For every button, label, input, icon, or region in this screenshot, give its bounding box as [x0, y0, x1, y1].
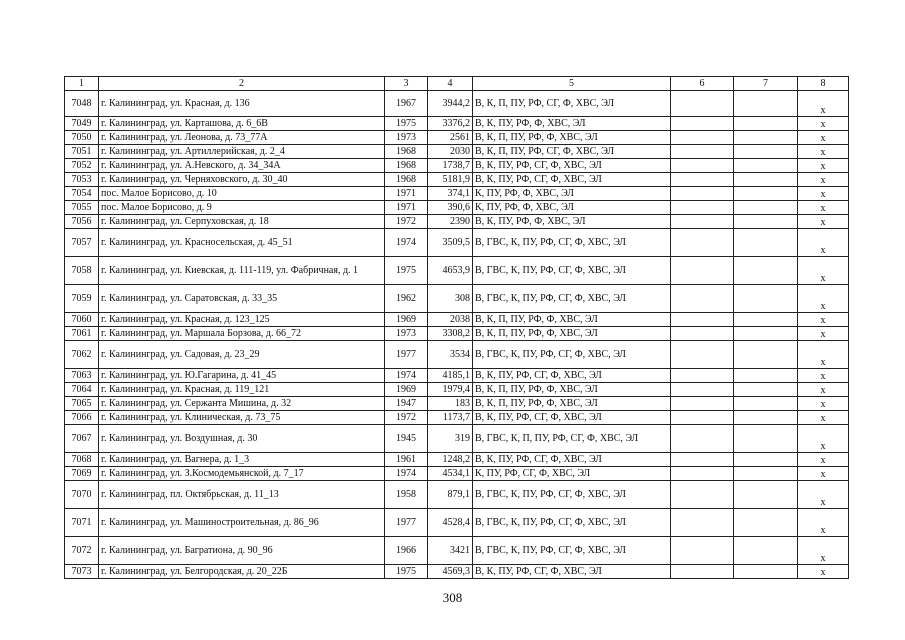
header-col-8: 8 [798, 77, 849, 91]
row-mark: x [798, 453, 849, 467]
table-row [65, 327, 849, 341]
row-number: 7073 [65, 565, 99, 579]
row-col-6 [671, 369, 734, 383]
table-row [65, 173, 849, 187]
row-mark: x [798, 383, 849, 397]
row-col-6 [671, 187, 734, 201]
row-mark: x [798, 537, 849, 565]
row-address: г. Калининград, ул. Вагнера, д. 1_3 [99, 453, 385, 467]
table-row [65, 257, 849, 285]
row-mark: x [798, 481, 849, 509]
row-area: 3944,2 [428, 91, 473, 117]
row-number: 7056 [65, 215, 99, 229]
row-number: 7059 [65, 285, 99, 313]
row-col-7 [734, 91, 798, 117]
row-mark: x [798, 187, 849, 201]
table-row [65, 369, 849, 383]
row-address: г. Калининград, ул. Карташова, д. 6_6В [99, 117, 385, 131]
row-services: В, К, ПУ, РФ, СГ, Ф, ХВС, ЭЛ [473, 453, 671, 467]
row-year: 1973 [385, 131, 428, 145]
row-number: 7070 [65, 481, 99, 509]
row-year: 1975 [385, 565, 428, 579]
row-services: К, ПУ, РФ, Ф, ХВС, ЭЛ [473, 201, 671, 215]
row-area: 4653,9 [428, 257, 473, 285]
row-col-6 [671, 91, 734, 117]
row-col-6 [671, 257, 734, 285]
row-services: В, ГВС, К, ПУ, РФ, СГ, Ф, ХВС, ЭЛ [473, 229, 671, 257]
row-services: В, К, ПУ, РФ, СГ, Ф, ХВС, ЭЛ [473, 411, 671, 425]
row-area: 3376,2 [428, 117, 473, 131]
table-row [65, 565, 849, 579]
row-col-6 [671, 425, 734, 453]
row-area: 2561 [428, 131, 473, 145]
header-col-2: 2 [99, 77, 385, 91]
row-area: 3421 [428, 537, 473, 565]
row-number: 7061 [65, 327, 99, 341]
row-col-6 [671, 537, 734, 565]
row-mark: x [798, 91, 849, 117]
table-row [65, 341, 849, 369]
row-services: В, К, ПУ, РФ, СГ, Ф, ХВС, ЭЛ [473, 159, 671, 173]
row-number: 7065 [65, 397, 99, 411]
row-mark: x [798, 285, 849, 313]
row-services: В, К, ПУ, РФ, СГ, Ф, ХВС, ЭЛ [473, 369, 671, 383]
row-year: 1967 [385, 91, 428, 117]
row-year: 1974 [385, 369, 428, 383]
row-col-6 [671, 173, 734, 187]
row-mark: x [798, 369, 849, 383]
row-address: г. Калининград, ул. Садовая, д. 23_29 [99, 341, 385, 369]
table-row [65, 411, 849, 425]
row-number: 7057 [65, 229, 99, 257]
row-address: г. Калининград, ул. Белгородская, д. 20_22Б [99, 565, 385, 579]
row-col-6 [671, 467, 734, 481]
row-address: г. Калининград, ул. Черняховского, д. 30_40 [99, 173, 385, 187]
row-mark: x [798, 509, 849, 537]
row-services: В, К, П, ПУ, РФ, Ф, ХВС, ЭЛ [473, 383, 671, 397]
row-mark: x [798, 341, 849, 369]
row-year: 1974 [385, 229, 428, 257]
row-address: г. Калининград, ул. Леонова, д. 73_77А [99, 131, 385, 145]
row-col-7 [734, 425, 798, 453]
row-mark: x [798, 131, 849, 145]
row-year: 1969 [385, 313, 428, 327]
row-col-7 [734, 537, 798, 565]
row-col-7 [734, 285, 798, 313]
row-year: 1969 [385, 383, 428, 397]
row-col-6 [671, 201, 734, 215]
table-row [65, 117, 849, 131]
table-row [65, 467, 849, 481]
row-services: В, К, П, ПУ, РФ, Ф, ХВС, ЭЛ [473, 131, 671, 145]
row-area: 4185,1 [428, 369, 473, 383]
header-col-3: 3 [385, 77, 428, 91]
row-address: г. Калининград, ул. Красносельская, д. 45_51 [99, 229, 385, 257]
row-area: 1979,4 [428, 383, 473, 397]
row-col-6 [671, 145, 734, 159]
table-row [65, 425, 849, 453]
row-col-7 [734, 187, 798, 201]
header-row [65, 77, 849, 91]
row-area: 3509,5 [428, 229, 473, 257]
row-col-7 [734, 201, 798, 215]
row-year: 1975 [385, 257, 428, 285]
row-year: 1968 [385, 159, 428, 173]
row-col-6 [671, 117, 734, 131]
row-col-7 [734, 383, 798, 397]
row-mark: x [798, 257, 849, 285]
table-row [65, 481, 849, 509]
row-area: 5181,9 [428, 173, 473, 187]
row-services: В, ГВС, К, ПУ, РФ, СГ, Ф, ХВС, ЭЛ [473, 257, 671, 285]
row-number: 7049 [65, 117, 99, 131]
table-row [65, 91, 849, 117]
row-address: г. Калининград, ул. З.Космодемьянской, д. 7_17 [99, 467, 385, 481]
row-col-7 [734, 397, 798, 411]
row-number: 7054 [65, 187, 99, 201]
row-services: В, ГВС, К, ПУ, РФ, СГ, Ф, ХВС, ЭЛ [473, 285, 671, 313]
row-area: 3308,2 [428, 327, 473, 341]
page-number: 308 [442, 590, 463, 605]
row-mark: x [798, 215, 849, 229]
row-number: 7058 [65, 257, 99, 285]
row-mark: x [798, 159, 849, 173]
row-address: пос. Малое Борисово, д. 9 [99, 201, 385, 215]
row-year: 1975 [385, 117, 428, 131]
row-area: 2038 [428, 313, 473, 327]
row-col-7 [734, 145, 798, 159]
row-year: 1972 [385, 411, 428, 425]
row-year: 1968 [385, 145, 428, 159]
row-address: г. Калининград, ул. Машиностроительная, д. 86_96 [99, 509, 385, 537]
table-row [65, 383, 849, 397]
row-number: 7064 [65, 383, 99, 397]
row-col-6 [671, 411, 734, 425]
row-number: 7053 [65, 173, 99, 187]
row-year: 1973 [385, 327, 428, 341]
row-number: 7068 [65, 453, 99, 467]
row-services: В, К, П, ПУ, РФ, СГ, Ф, ХВС, ЭЛ [473, 91, 671, 117]
row-year: 1974 [385, 467, 428, 481]
row-col-6 [671, 215, 734, 229]
row-year: 1977 [385, 509, 428, 537]
row-area: 1248,2 [428, 453, 473, 467]
header-col-5: 5 [473, 77, 671, 91]
row-mark: x [798, 327, 849, 341]
row-col-7 [734, 411, 798, 425]
row-area: 374,1 [428, 187, 473, 201]
row-year: 1972 [385, 215, 428, 229]
row-area: 4528,4 [428, 509, 473, 537]
row-mark: x [798, 201, 849, 215]
row-services: В, К, ПУ, РФ, СГ, Ф, ХВС, ЭЛ [473, 173, 671, 187]
row-mark: x [798, 117, 849, 131]
row-number: 7062 [65, 341, 99, 369]
row-services: В, ГВС, К, ПУ, РФ, СГ, Ф, ХВС, ЭЛ [473, 481, 671, 509]
row-mark: x [798, 411, 849, 425]
table-row [65, 397, 849, 411]
row-col-7 [734, 341, 798, 369]
row-services: В, ГВС, К, П, ПУ, РФ, СГ, Ф, ХВС, ЭЛ [473, 425, 671, 453]
row-year: 1971 [385, 201, 428, 215]
row-address: г. Калининград, ул. Воздушная, д. 30 [99, 425, 385, 453]
row-col-6 [671, 453, 734, 467]
row-col-7 [734, 257, 798, 285]
row-col-6 [671, 509, 734, 537]
row-number: 7052 [65, 159, 99, 173]
row-col-7 [734, 369, 798, 383]
row-col-7 [734, 131, 798, 145]
row-services: В, К, ПУ, РФ, Ф, ХВС, ЭЛ [473, 215, 671, 229]
row-col-6 [671, 285, 734, 313]
row-col-6 [671, 159, 734, 173]
row-address: г. Калининград, ул. Красная, д. 119_121 [99, 383, 385, 397]
row-number: 7072 [65, 537, 99, 565]
row-col-7 [734, 509, 798, 537]
row-area: 4534,1 [428, 467, 473, 481]
row-area: 308 [428, 285, 473, 313]
header-col-6: 6 [671, 77, 734, 91]
row-address: г. Калининград, ул. Сержанта Мишина, д. 32 [99, 397, 385, 411]
table-row [65, 453, 849, 467]
table-row [65, 537, 849, 565]
row-year: 1968 [385, 173, 428, 187]
row-col-7 [734, 117, 798, 131]
row-mark: x [798, 565, 849, 579]
row-area: 4569,3 [428, 565, 473, 579]
header-col-1: 1 [65, 77, 99, 91]
row-col-7 [734, 215, 798, 229]
header-col-7: 7 [734, 77, 798, 91]
row-area: 2390 [428, 215, 473, 229]
row-number: 7063 [65, 369, 99, 383]
table-row [65, 201, 849, 215]
table-row [65, 285, 849, 313]
row-number: 7069 [65, 467, 99, 481]
row-services: В, К, ПУ, РФ, СГ, Ф, ХВС, ЭЛ [473, 565, 671, 579]
row-services: В, К, П, ПУ, РФ, СГ, Ф, ХВС, ЭЛ [473, 145, 671, 159]
row-year: 1945 [385, 425, 428, 453]
row-services: В, ГВС, К, ПУ, РФ, СГ, Ф, ХВС, ЭЛ [473, 509, 671, 537]
row-area: 183 [428, 397, 473, 411]
row-mark: x [798, 425, 849, 453]
row-services: В, К, П, ПУ, РФ, Ф, ХВС, ЭЛ [473, 397, 671, 411]
row-col-7 [734, 173, 798, 187]
row-number: 7067 [65, 425, 99, 453]
row-area: 390,6 [428, 201, 473, 215]
row-address: г. Калининград, ул. Багратиона, д. 90_96 [99, 537, 385, 565]
row-address: г. Калининград, ул. Артиллерийская, д. 2_4 [99, 145, 385, 159]
table-row [65, 145, 849, 159]
row-number: 7048 [65, 91, 99, 117]
row-col-7 [734, 467, 798, 481]
row-address: г. Калининград, ул. Красная, д. 123_125 [99, 313, 385, 327]
table-row [65, 187, 849, 201]
row-number: 7060 [65, 313, 99, 327]
row-number: 7050 [65, 131, 99, 145]
row-area: 879,1 [428, 481, 473, 509]
row-year: 1947 [385, 397, 428, 411]
row-col-6 [671, 313, 734, 327]
row-col-7 [734, 159, 798, 173]
row-address: г. Калининград, ул. А.Невского, д. 34_34А [99, 159, 385, 173]
row-number: 7055 [65, 201, 99, 215]
row-col-6 [671, 481, 734, 509]
row-mark: x [798, 397, 849, 411]
row-year: 1961 [385, 453, 428, 467]
row-col-6 [671, 397, 734, 411]
row-year: 1958 [385, 481, 428, 509]
row-col-7 [734, 229, 798, 257]
row-area: 1173,7 [428, 411, 473, 425]
row-services: В, ГВС, К, ПУ, РФ, СГ, Ф, ХВС, ЭЛ [473, 341, 671, 369]
row-address: г. Калининград, ул. Клиническая, д. 73_75 [99, 411, 385, 425]
row-services: В, К, П, ПУ, РФ, Ф, ХВС, ЭЛ [473, 313, 671, 327]
row-col-7 [734, 453, 798, 467]
row-col-6 [671, 383, 734, 397]
table-row [65, 131, 849, 145]
row-services: К, ПУ, РФ, СГ, Ф, ХВС, ЭЛ [473, 467, 671, 481]
row-services: В, ГВС, К, ПУ, РФ, СГ, Ф, ХВС, ЭЛ [473, 537, 671, 565]
row-col-7 [734, 481, 798, 509]
table-row [65, 215, 849, 229]
table-row [65, 509, 849, 537]
row-number: 7071 [65, 509, 99, 537]
row-address: пос. Малое Борисово, д. 10 [99, 187, 385, 201]
row-address: г. Калининград, ул. Серпуховская, д. 18 [99, 215, 385, 229]
row-address: г. Калининград, ул. Красная, д. 136 [99, 91, 385, 117]
row-year: 1977 [385, 341, 428, 369]
row-year: 1966 [385, 537, 428, 565]
row-area: 2030 [428, 145, 473, 159]
row-address: г. Калининград, ул. Ю.Гагарина, д. 41_45 [99, 369, 385, 383]
row-col-7 [734, 565, 798, 579]
table-row [65, 313, 849, 327]
row-col-6 [671, 565, 734, 579]
row-year: 1962 [385, 285, 428, 313]
row-col-6 [671, 341, 734, 369]
row-mark: x [798, 313, 849, 327]
row-area: 319 [428, 425, 473, 453]
register-table [64, 76, 849, 579]
row-number: 7051 [65, 145, 99, 159]
row-services: К, ПУ, РФ, Ф, ХВС, ЭЛ [473, 187, 671, 201]
row-col-7 [734, 313, 798, 327]
row-col-6 [671, 229, 734, 257]
row-area: 3534 [428, 341, 473, 369]
row-area: 1738,7 [428, 159, 473, 173]
row-mark: x [798, 467, 849, 481]
row-col-6 [671, 327, 734, 341]
row-col-7 [734, 327, 798, 341]
row-services: В, К, П, ПУ, РФ, Ф, ХВС, ЭЛ [473, 327, 671, 341]
header-col-4: 4 [428, 77, 473, 91]
row-services: В, К, ПУ, РФ, Ф, ХВС, ЭЛ [473, 117, 671, 131]
row-number: 7066 [65, 411, 99, 425]
row-address: г. Калининград, ул. Саратовская, д. 33_35 [99, 285, 385, 313]
row-address: г. Калининград, пл. Октябрьская, д. 11_13 [99, 481, 385, 509]
table-body [65, 91, 849, 579]
row-col-6 [671, 131, 734, 145]
row-year: 1971 [385, 187, 428, 201]
row-address: г. Калининград, ул. Маршала Борзова, д. 66_72 [99, 327, 385, 341]
table-row [65, 159, 849, 173]
table-row [65, 229, 849, 257]
row-mark: x [798, 229, 849, 257]
row-mark: x [798, 173, 849, 187]
row-mark: x [798, 145, 849, 159]
row-address: г. Калининград, ул. Киевская, д. 111-119, ул. Фабричная, д. 1 [99, 257, 385, 285]
